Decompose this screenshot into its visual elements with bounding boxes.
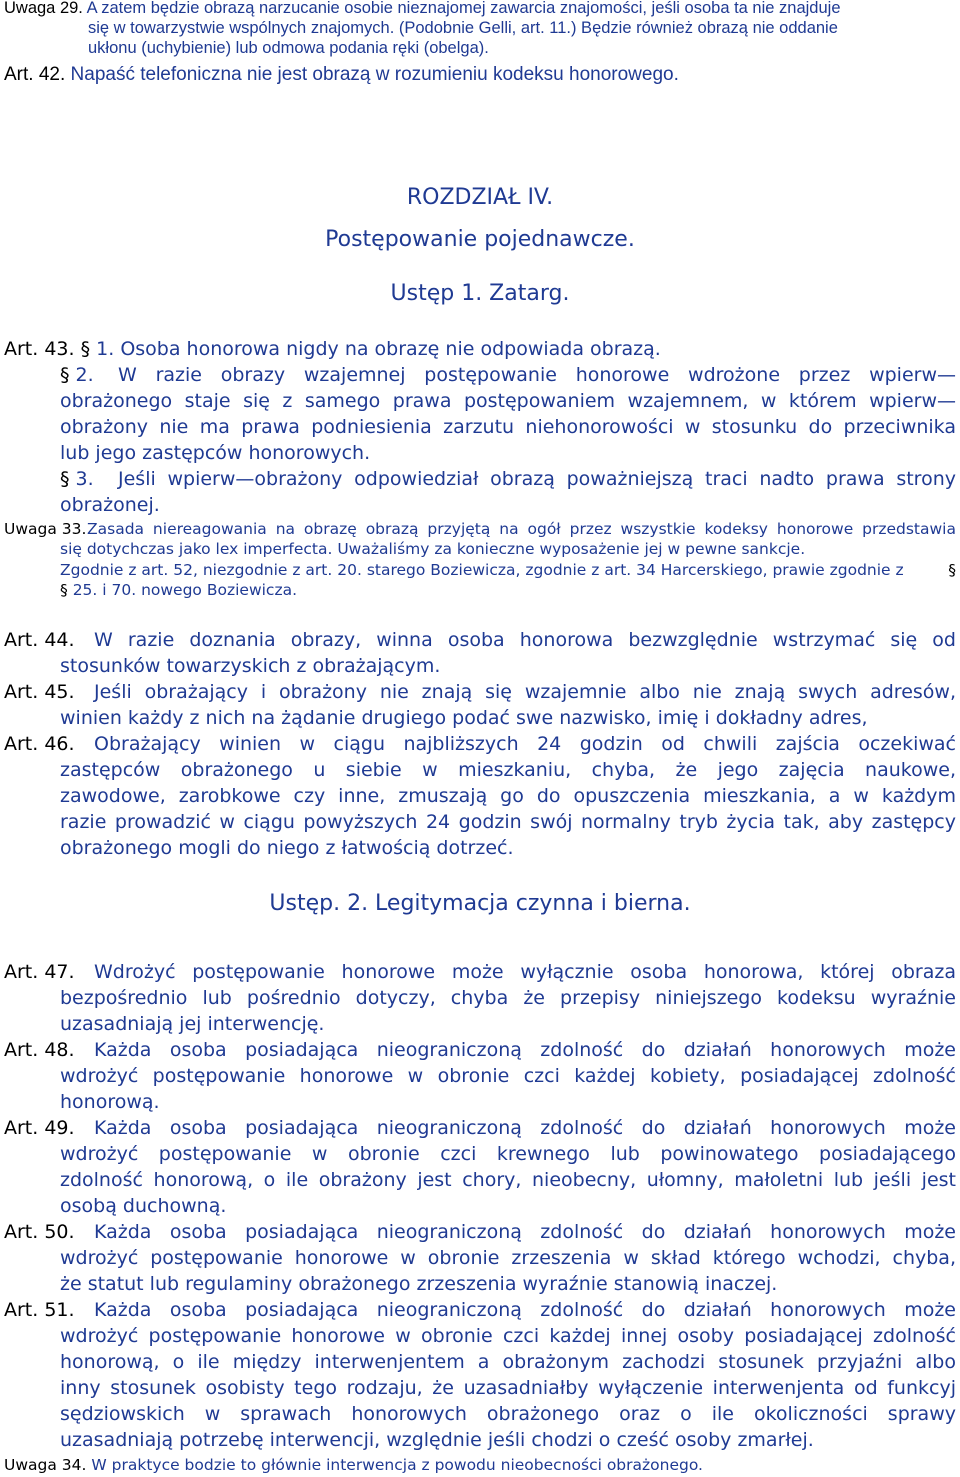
art-45-line-1: Jeśli obrażający i obrażony nie znają się wzajemnie albo nie znają swych adresów, (94, 681, 956, 703)
uwaga-34 (4, 1458, 703, 1474)
art-42 (4, 65, 679, 84)
section-sign: § (60, 581, 73, 599)
art-51-line-5: sędziowskich w sprawach honorowych obrażonego oraz o ile okoliczności sprawy (60, 1403, 956, 1425)
art-43-para-2-line-1: W razie obrazy wzajemnej postępowanie honorowe wdrożone przez wpierw— (118, 364, 956, 386)
section-heading-1: Ustęp 1. Zatarg. (390, 281, 570, 306)
paragraph-number: 2. (69, 364, 94, 386)
art-46-line-4: razie prowadzić w ciągu powyższych 24 godzin swój normalny tryb życia tak, aby zastępcy (60, 811, 956, 833)
article-label: Art. 42. (4, 64, 71, 85)
section-sign: § (60, 364, 70, 386)
art-50-line-3: że statut lub regulaminy obrażonego zrzeszenia wyraźnie stanowią inaczej. (60, 1273, 778, 1295)
art-47-line-2: bezpośrednio lub pośrednio dotyczy, chyba że przepisy niniejszego kodeksu wyraźnie (60, 987, 956, 1009)
art-48-line-2: wdrożyć postępowanie honorowe w obronie czci każdej kobiety, posiadającej zdolność (60, 1065, 956, 1087)
art-48-line-3: honorową. (60, 1091, 160, 1113)
art-45-label: Art. 45. (4, 681, 75, 703)
uwaga-33-label: Uwaga 33. (4, 520, 87, 538)
art-47-line-1: Wdrożyć postępowanie honorowe może wyłącznie osoba honorowa, której obraza (94, 961, 956, 983)
paragraph-number: 3. (69, 468, 94, 490)
chapter-subtitle: Postępowanie pojednawcze. (325, 227, 635, 252)
art-48-line-1: Każda osoba posiadająca nieograniczoną zdolność do działań honorowych może (94, 1039, 956, 1061)
art-43-para-2-line-3: obrażony nie ma prawa podniesienia zarzutu niehonorowości w stosunku do przeciwnika (60, 416, 956, 438)
art-51-line-4: inny stosunek osobisty tego rodzaju, że uzasadniałby wyłączenie interwenjenta od funkcyj (60, 1377, 956, 1399)
art-44-line-2: stosunków towarzyskich z obrażającym. (60, 655, 441, 677)
article-text: Osoba honorowa nigdy na obrazę nie odpowiada obrazą. (120, 338, 661, 360)
art-44-line-1: W razie doznania obrazy, winna osoba honorowa bezwzględnie wstrzymać się od (94, 629, 956, 651)
uwaga-29-line-3: ukłonu (uchybienie) lub odmowa podania ręki (obelga). (88, 39, 489, 57)
art-43-para-2-line-4: lub jego zastępców honorowych. (60, 442, 371, 464)
section-heading-2: Ustęp. 2. Legitymacja czynna i bierna. (269, 891, 691, 916)
art-49-label: Art. 49. (4, 1117, 75, 1139)
note-text: A zatem będzie obrazą narzucanie osobie nieznajomej zawarcia znajomości, jeśli osoba ta nie znajduje (86, 0, 841, 17)
art-49-line-4: osobą duchowną. (60, 1195, 227, 1217)
art-49-line-1: Każda osoba posiadająca nieograniczoną zdolność do działań honorowych może (94, 1117, 956, 1139)
chapter-title: ROZDZIAŁ IV. (406, 185, 554, 210)
uwaga-29-line-1 (4, 0, 841, 17)
art-49-line-3: zdolność honorową, o ile obrażony jest chory, nieobecny, ułomny, małoletni lub jeśli jest (60, 1169, 956, 1191)
art-43-para-2 (60, 366, 94, 385)
art-44-label: Art. 44. (4, 629, 75, 651)
uwaga-29-line-2: się w towarzystwie wspólnych znajomych. (Podobnie Gelli, art. 11.) Będzie również obrazą nie oddanie (88, 19, 838, 37)
art-47-label: Art. 47. (4, 961, 75, 983)
art-46-label: Art. 46. (4, 733, 75, 755)
section-sign: § (948, 561, 956, 579)
article-label: Art. 43. (4, 338, 81, 360)
section-sign: § (80, 338, 97, 360)
uwaga-33-line-3 (60, 563, 956, 579)
art-51-line-3: honorową, o ile między interwenjentem a obrażonym zachodzi stosunek przyjaźni albo (60, 1351, 956, 1373)
note-text: W praktyce bodzie to głównie interwencja z powodu nieobecności obrażonego. (91, 1456, 703, 1474)
art-51-line-1: Każda osoba posiadająca nieograniczoną zdolność do działań honorowych może (94, 1299, 956, 1321)
note-label: Uwaga 29. (4, 0, 87, 17)
section-sign: § (60, 468, 70, 490)
art-43-para-1 (4, 340, 661, 359)
article-text: Napaść telefoniczna nie jest obrazą w rozumieniu kodeksu honorowego. (70, 64, 679, 85)
art-43-para-2-line-2: obrażonego staje się z samego prawa postępowaniem wzajemnem, w którem wpierw— (60, 390, 956, 412)
note-label: Uwaga 34. (4, 1456, 92, 1474)
uwaga-33-line-2: się dotychczas jako lex imperfecta. Uważaliśmy za konieczne wyposażenie jej w pewne sankcje. (60, 540, 806, 558)
note-text: Zgodnie z art. 52, niezgodnie z art. 20. starego Boziewicza, zgodnie z art. 34 Harcerskiego, prawie zgodnie z (60, 561, 904, 579)
uwaga-33-line-1: Zasada niereagowania na obrazę obrazą przyjętą na ogół przez wszystkie kodeksy honorowe przedstawia (87, 520, 956, 538)
art-46-line-2: zastępców obrażonego u siebie w mieszkaniu, chyba, że jego zajęcia naukowe, (60, 759, 956, 781)
paragraph-number: 1. (96, 338, 121, 360)
art-50-label: Art. 50. (4, 1221, 75, 1243)
art-51-line-6: uzasadniają potrzebę interwencji, względnie jeśli chodzi o cześć osoby zmarłej. (60, 1429, 814, 1451)
art-51-label: Art. 51. (4, 1299, 75, 1321)
art-47-line-3: uzasadniają jej interwencję. (60, 1013, 325, 1035)
art-43-para-3-line-2: obrażonej. (60, 494, 160, 516)
art-46-line-1: Obrażający winien w ciągu najbliższych 24 godzin od chwili zajścia oczekiwać (94, 733, 956, 755)
art-49-line-2: wdrożyć postępowanie w obronie czci krewnego lub powinowatego posiadającego (60, 1143, 956, 1165)
art-48-label: Art. 48. (4, 1039, 75, 1061)
art-50-line-1: Każda osoba posiadająca nieograniczoną zdolność do działań honorowych może (94, 1221, 956, 1243)
art-51-line-2: wdrożyć postępowanie honorowe w obronie czci każdej innej osoby posiadającej zdolność (60, 1325, 956, 1347)
art-46-line-5: obrażonego mogli do niego z łatwością dotrzeć. (60, 837, 514, 859)
art-43-para-3-line-1: Jeśli wpierw—obrażony odpowiedział obrazą poważniejszą traci nadto prawa strony (118, 468, 956, 490)
art-45-line-2: winien każdy z nich na żądanie drugiego podać swe nazwisko, imię i dokładny adres, (60, 707, 868, 729)
art-46-line-3: zawodowe, zarobkowe czy inne, zmuszają go do opuszczenia mieszkania, a w każdym (60, 785, 956, 807)
note-text: 25. i 70. nowego Boziewicza. (72, 581, 298, 599)
art-50-line-2: wdrożyć postępowanie honorowe w obronie zrzeszenia w skład którego wchodzi, chyba, (60, 1247, 956, 1269)
uwaga-33-line-4 (60, 583, 297, 599)
art-43-para-3 (60, 470, 94, 489)
